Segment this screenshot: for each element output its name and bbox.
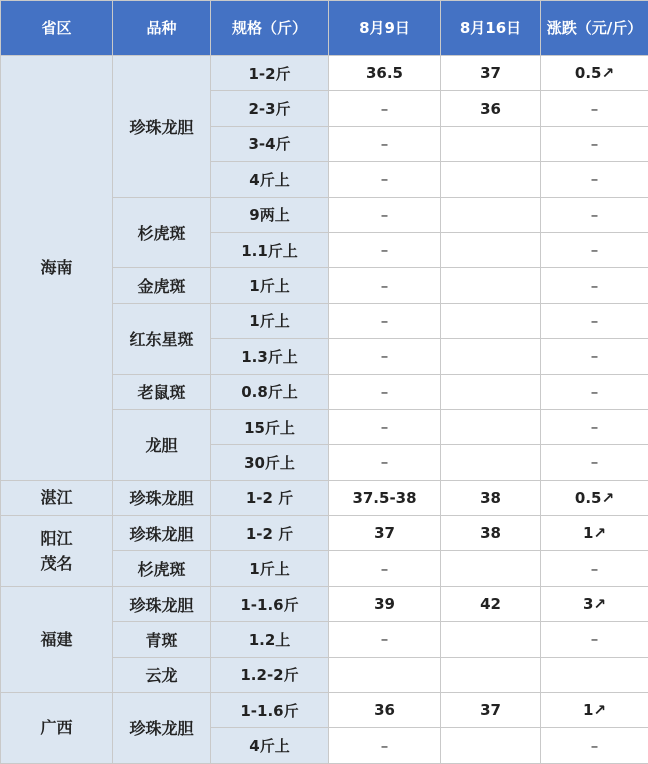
- province-cell: 福建: [1, 586, 113, 692]
- aug9-cell: 37.5-38: [329, 480, 441, 515]
- aug9-cell: –: [329, 445, 441, 480]
- table-row: [1, 693, 648, 728]
- aug16-cell: [441, 657, 541, 692]
- table-row: [1, 586, 648, 621]
- header-row: [1, 1, 648, 56]
- aug9-cell: 39: [329, 586, 441, 621]
- spec-cell: 15斤上: [211, 409, 329, 444]
- change-cell: –: [541, 268, 648, 303]
- change-cell: –: [541, 232, 648, 267]
- spec-cell: 1-1.6斤: [211, 693, 329, 728]
- change-cell: 1↗: [541, 693, 648, 728]
- spec-cell: 9两上: [211, 197, 329, 232]
- aug9-cell: –: [329, 126, 441, 161]
- spec-cell: 4斤上: [211, 162, 329, 197]
- header-spec: 规格（斤）: [211, 1, 329, 56]
- variety-cell: 珍珠龙胆: [113, 56, 211, 198]
- spec-cell: 2-3斤: [211, 91, 329, 126]
- variety-cell: 珍珠龙胆: [113, 480, 211, 515]
- variety-cell: 杉虎斑: [113, 197, 211, 268]
- change-cell: –: [541, 374, 648, 409]
- aug16-cell: 42: [441, 586, 541, 621]
- aug16-cell: [441, 374, 541, 409]
- change-cell: –: [541, 162, 648, 197]
- province-cell: 湛江: [1, 480, 113, 515]
- aug16-cell: [441, 339, 541, 374]
- aug9-cell: 37: [329, 516, 441, 551]
- aug16-cell: 38: [441, 516, 541, 551]
- change-cell: –: [541, 409, 648, 444]
- aug9-cell: 36: [329, 693, 441, 728]
- province-cell: 阳江 茂名: [1, 516, 113, 587]
- variety-cell: 珍珠龙胆: [113, 693, 211, 764]
- aug16-cell: [441, 445, 541, 480]
- table-row: [1, 56, 648, 91]
- aug16-cell: [441, 268, 541, 303]
- aug9-cell: –: [329, 728, 441, 763]
- spec-cell: 1-1.6斤: [211, 586, 329, 621]
- spec-cell: 1.2-2斤: [211, 657, 329, 692]
- aug16-cell: [441, 551, 541, 586]
- spec-cell: 1.3斤上: [211, 339, 329, 374]
- variety-cell: 青斑: [113, 622, 211, 657]
- variety-cell: 云龙: [113, 657, 211, 692]
- aug16-cell: 38: [441, 480, 541, 515]
- aug16-cell: [441, 197, 541, 232]
- spec-cell: 1斤上: [211, 551, 329, 586]
- aug16-cell: [441, 728, 541, 763]
- change-cell: –: [541, 728, 648, 763]
- variety-cell: 龙胆: [113, 409, 211, 480]
- aug16-cell: 36: [441, 91, 541, 126]
- aug9-cell: –: [329, 303, 441, 338]
- aug9-cell: –: [329, 551, 441, 586]
- change-cell: –: [541, 551, 648, 586]
- aug9-cell: –: [329, 197, 441, 232]
- change-cell: –: [541, 303, 648, 338]
- header-province: 省区: [1, 1, 113, 56]
- variety-cell: 金虎斑: [113, 268, 211, 303]
- change-cell: –: [541, 197, 648, 232]
- header-aug9: 8月9日: [329, 1, 441, 56]
- variety-cell: 杉虎斑: [113, 551, 211, 586]
- variety-cell: 红东星斑: [113, 303, 211, 374]
- change-cell: [541, 657, 648, 692]
- aug9-cell: 36.5: [329, 56, 441, 91]
- table-row: [1, 480, 648, 515]
- aug9-cell: –: [329, 339, 441, 374]
- aug9-cell: –: [329, 409, 441, 444]
- aug16-cell: [441, 622, 541, 657]
- aug16-cell: [441, 409, 541, 444]
- change-cell: –: [541, 91, 648, 126]
- variety-cell: 珍珠龙胆: [113, 586, 211, 621]
- spec-cell: 1.2上: [211, 622, 329, 657]
- aug9-cell: –: [329, 232, 441, 267]
- aug16-cell: 37: [441, 56, 541, 91]
- header-aug16: 8月16日: [441, 1, 541, 56]
- aug16-cell: 37: [441, 693, 541, 728]
- change-cell: –: [541, 622, 648, 657]
- change-cell: 0.5↗: [541, 56, 648, 91]
- aug16-cell: [441, 162, 541, 197]
- change-cell: –: [541, 339, 648, 374]
- spec-cell: 1-2 斤: [211, 516, 329, 551]
- header-change: 涨跌（元/斤）: [541, 1, 648, 56]
- change-cell: 3↗: [541, 586, 648, 621]
- variety-cell: 珍珠龙胆: [113, 516, 211, 551]
- aug9-cell: [329, 657, 441, 692]
- spec-cell: 30斤上: [211, 445, 329, 480]
- spec-cell: 1斤上: [211, 303, 329, 338]
- spec-cell: 1.1斤上: [211, 232, 329, 267]
- aug9-cell: –: [329, 374, 441, 409]
- aug9-cell: –: [329, 268, 441, 303]
- province-cell: 海南: [1, 56, 113, 481]
- change-cell: 1↗: [541, 516, 648, 551]
- change-cell: 0.5↗: [541, 480, 648, 515]
- spec-cell: 1斤上: [211, 268, 329, 303]
- spec-cell: 1-2 斤: [211, 480, 329, 515]
- variety-cell: 老鼠斑: [113, 374, 211, 409]
- aug16-cell: [441, 232, 541, 267]
- change-cell: –: [541, 445, 648, 480]
- header-variety: 品种: [113, 1, 211, 56]
- spec-cell: 0.8斤上: [211, 374, 329, 409]
- aug9-cell: –: [329, 91, 441, 126]
- aug9-cell: –: [329, 622, 441, 657]
- table-row: [1, 516, 648, 551]
- spec-cell: 1-2斤: [211, 56, 329, 91]
- province-cell: 广西: [1, 693, 113, 764]
- aug16-cell: [441, 303, 541, 338]
- spec-cell: 4斤上: [211, 728, 329, 763]
- spec-cell: 3-4斤: [211, 126, 329, 161]
- aug16-cell: [441, 126, 541, 161]
- aug9-cell: –: [329, 162, 441, 197]
- change-cell: –: [541, 126, 648, 161]
